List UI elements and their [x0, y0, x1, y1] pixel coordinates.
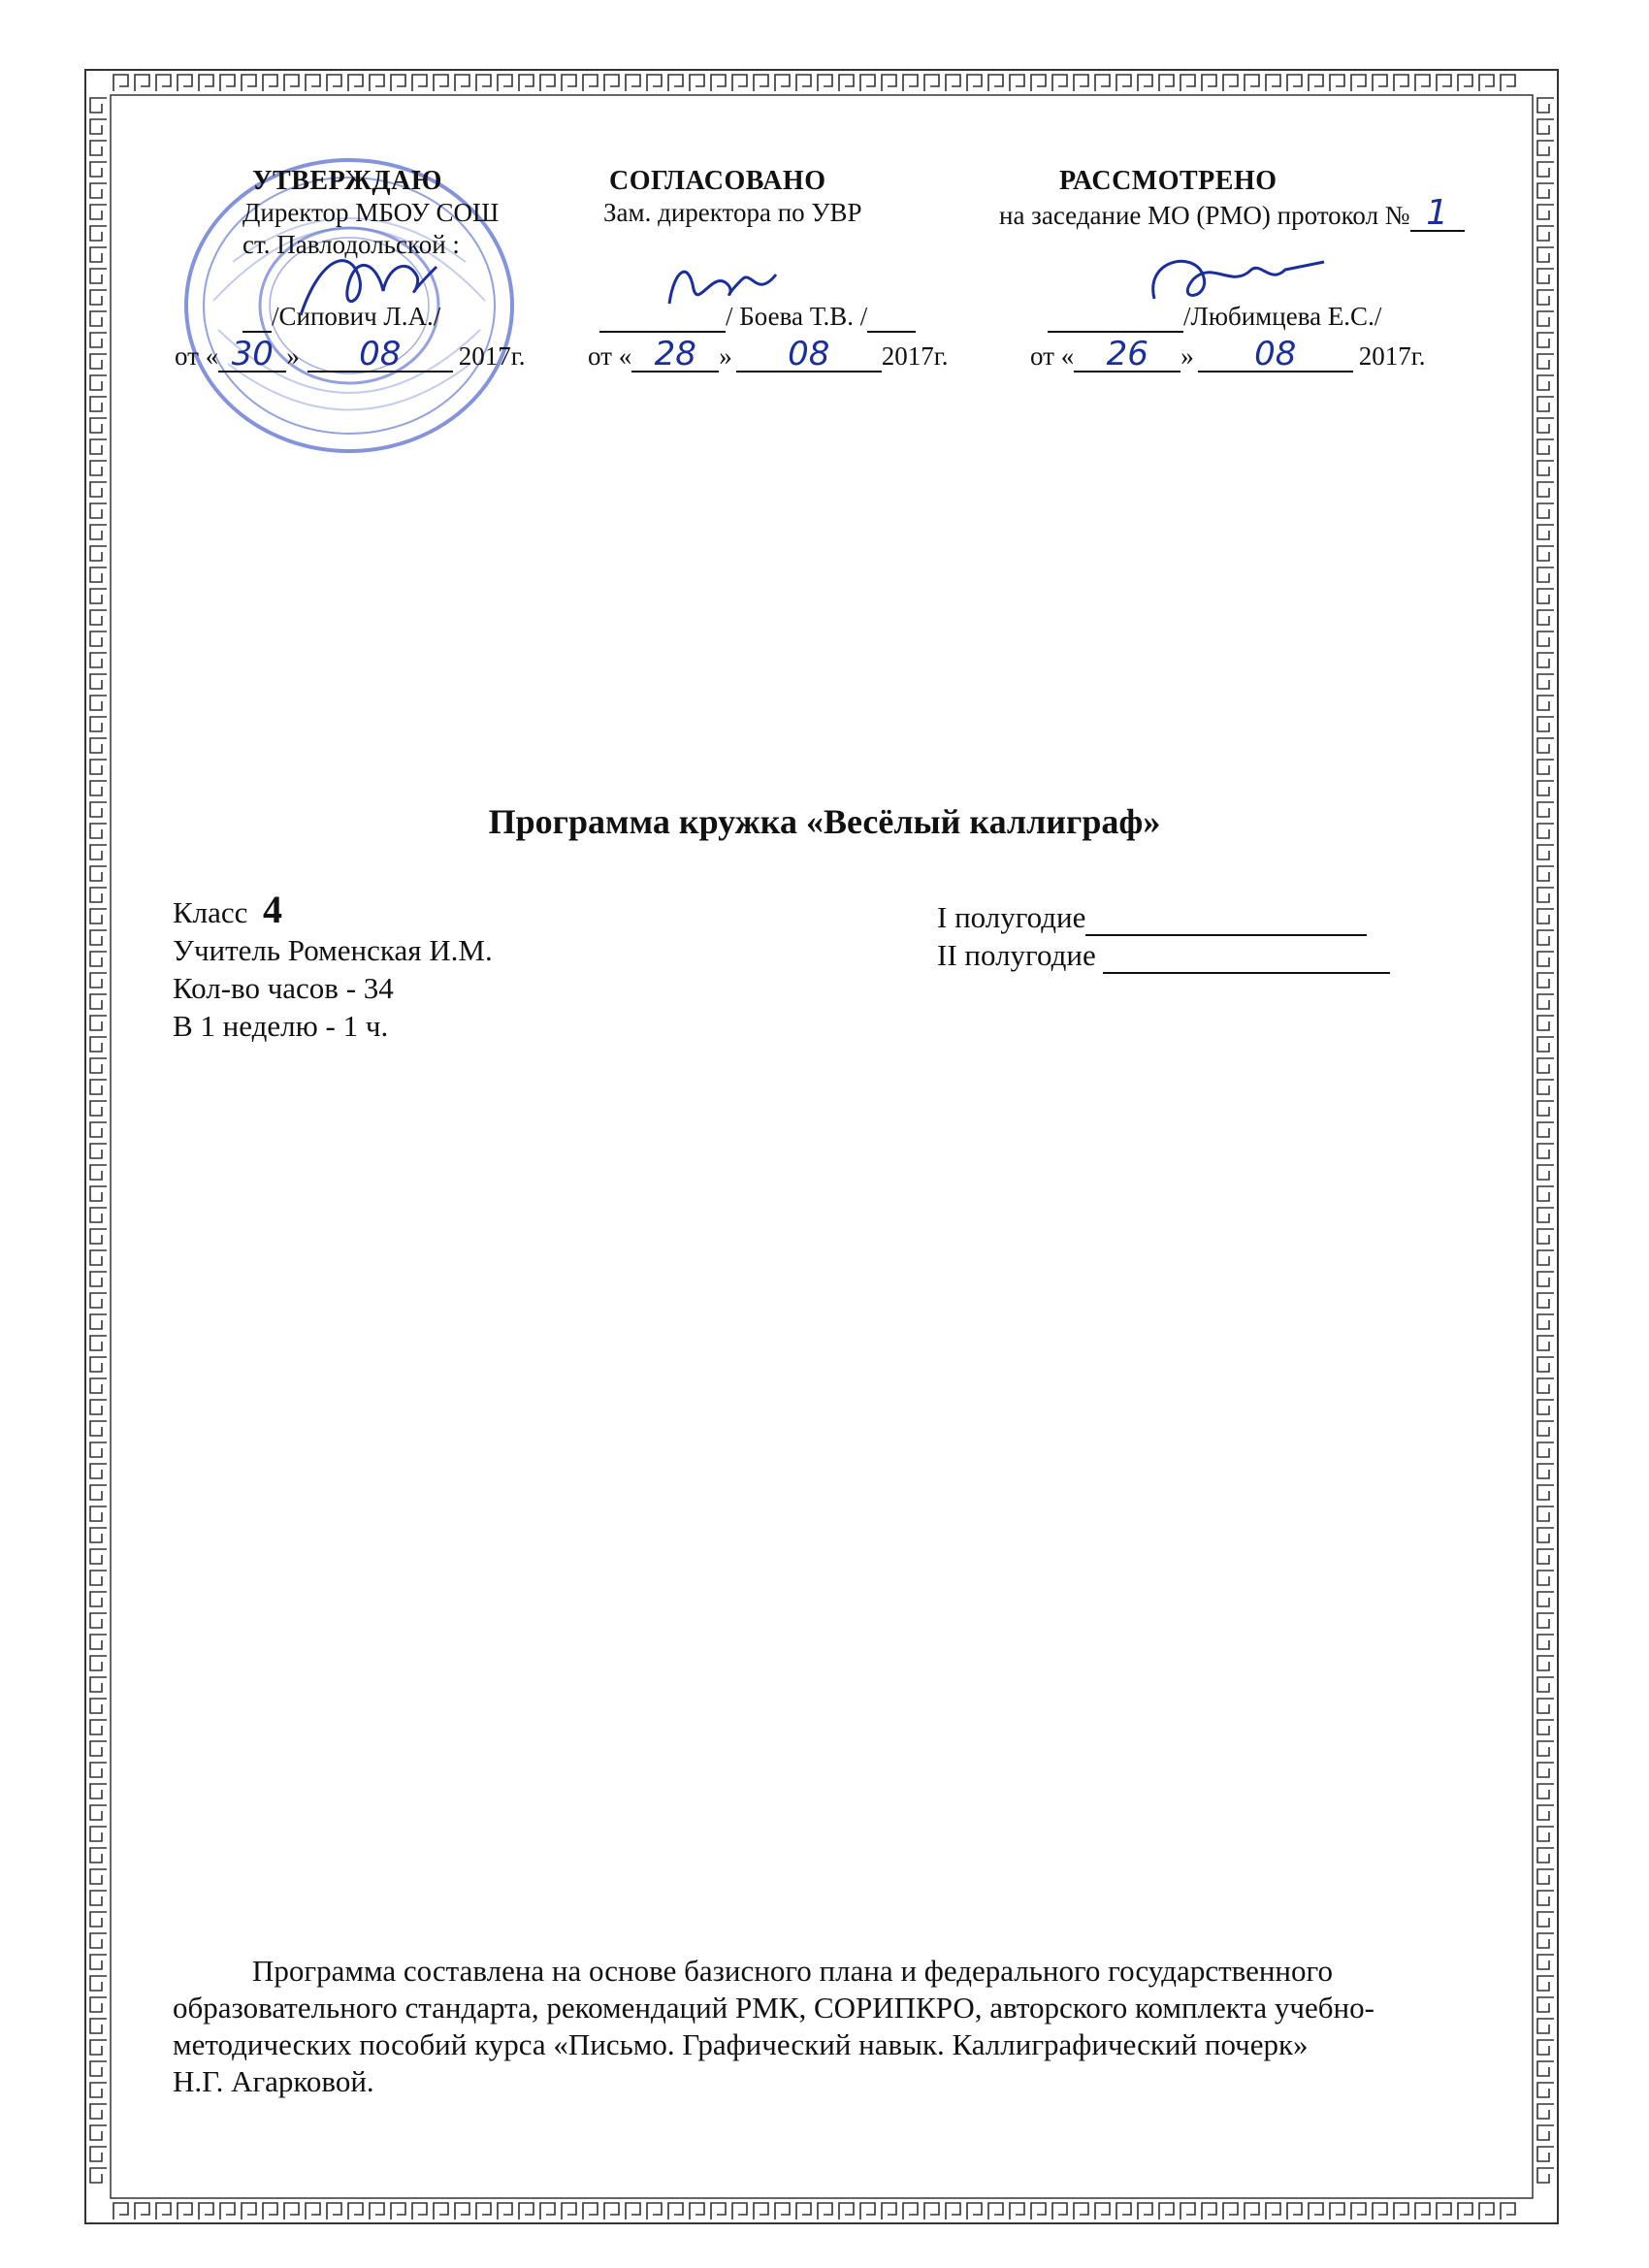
approval-date-mo: от « 26 » 08 2017г. — [1030, 335, 1426, 373]
description-line: Программа составлена на основе базисного плана и федерального государственного — [252, 1954, 1333, 1988]
half2-blank — [1103, 945, 1390, 974]
protocol-number: 1 — [1410, 197, 1465, 232]
class-value: 4 — [262, 888, 282, 931]
approval-date-deputy: от « 28 » 08 2017г. — [588, 335, 949, 373]
approver-position: Директор МБОУ СОШ — [242, 198, 500, 227]
course-info — [173, 888, 852, 1045]
approval-date-director: от « 30 » 08 2017г. — [175, 335, 526, 373]
description-line: методических пособий курса «Письмо. Графический навык. Каллиграфический почерк» — [173, 2027, 1309, 2061]
approval-heading: СОГЛАСОВАНО — [609, 166, 826, 196]
half2-label: II полугодие — [937, 938, 1096, 972]
approver-position: Зам. директора по УВР — [603, 198, 862, 227]
approval-signature-mo — [1048, 301, 1381, 333]
approver-name: / Боева Т.В. / — [726, 302, 868, 331]
description-line: Н.Г. Агарковой. — [173, 2064, 374, 2098]
date-day: 26 — [1074, 338, 1180, 373]
program-description — [173, 1953, 1482, 2100]
approval-block-mo — [999, 165, 1465, 232]
approver-name: /Любимцева Е.С./ — [1183, 302, 1382, 331]
date-day: 30 — [218, 338, 286, 373]
approver-name: /Сипович Л.А./ — [272, 302, 441, 331]
half1-blank — [1085, 907, 1367, 936]
date-month: 08 — [1198, 338, 1353, 373]
class-label: Класс — [173, 895, 248, 929]
approval-signature-deputy — [599, 301, 916, 333]
document-title: Программа кружка «Весёлый каллиграф» — [488, 802, 1161, 841]
date-year: 2017г. — [881, 341, 949, 371]
teacher-line: Учитель Роменская И.М. — [173, 933, 493, 967]
description-line: образовательного стандарта, рекомендаций РМК, СОРИПКРО, авторского комплекта учебно- — [173, 1991, 1374, 2025]
approver-organization: ст. Павлодольской : — [242, 230, 460, 259]
per-week-line: В 1 неделю - 1 ч. — [173, 1009, 389, 1043]
date-year: 2017г. — [1358, 341, 1426, 371]
date-month: 08 — [307, 338, 453, 373]
approval-block-deputy — [603, 165, 953, 229]
approver-position: на заседание МО (РМО) протокол № — [999, 201, 1410, 230]
approval-heading: УТВЕРЖДАЮ — [252, 166, 442, 196]
approval-heading: РАССМОТРЕНО — [1059, 166, 1277, 196]
hours-line: Кол-во часов - 34 — [173, 971, 394, 1005]
semester-info — [937, 898, 1441, 974]
date-year: 2017г. — [458, 341, 526, 371]
date-month: 08 — [736, 338, 882, 373]
signature-director — [291, 238, 446, 335]
date-day: 28 — [631, 338, 719, 373]
half1-label: I полугодие — [937, 900, 1086, 934]
